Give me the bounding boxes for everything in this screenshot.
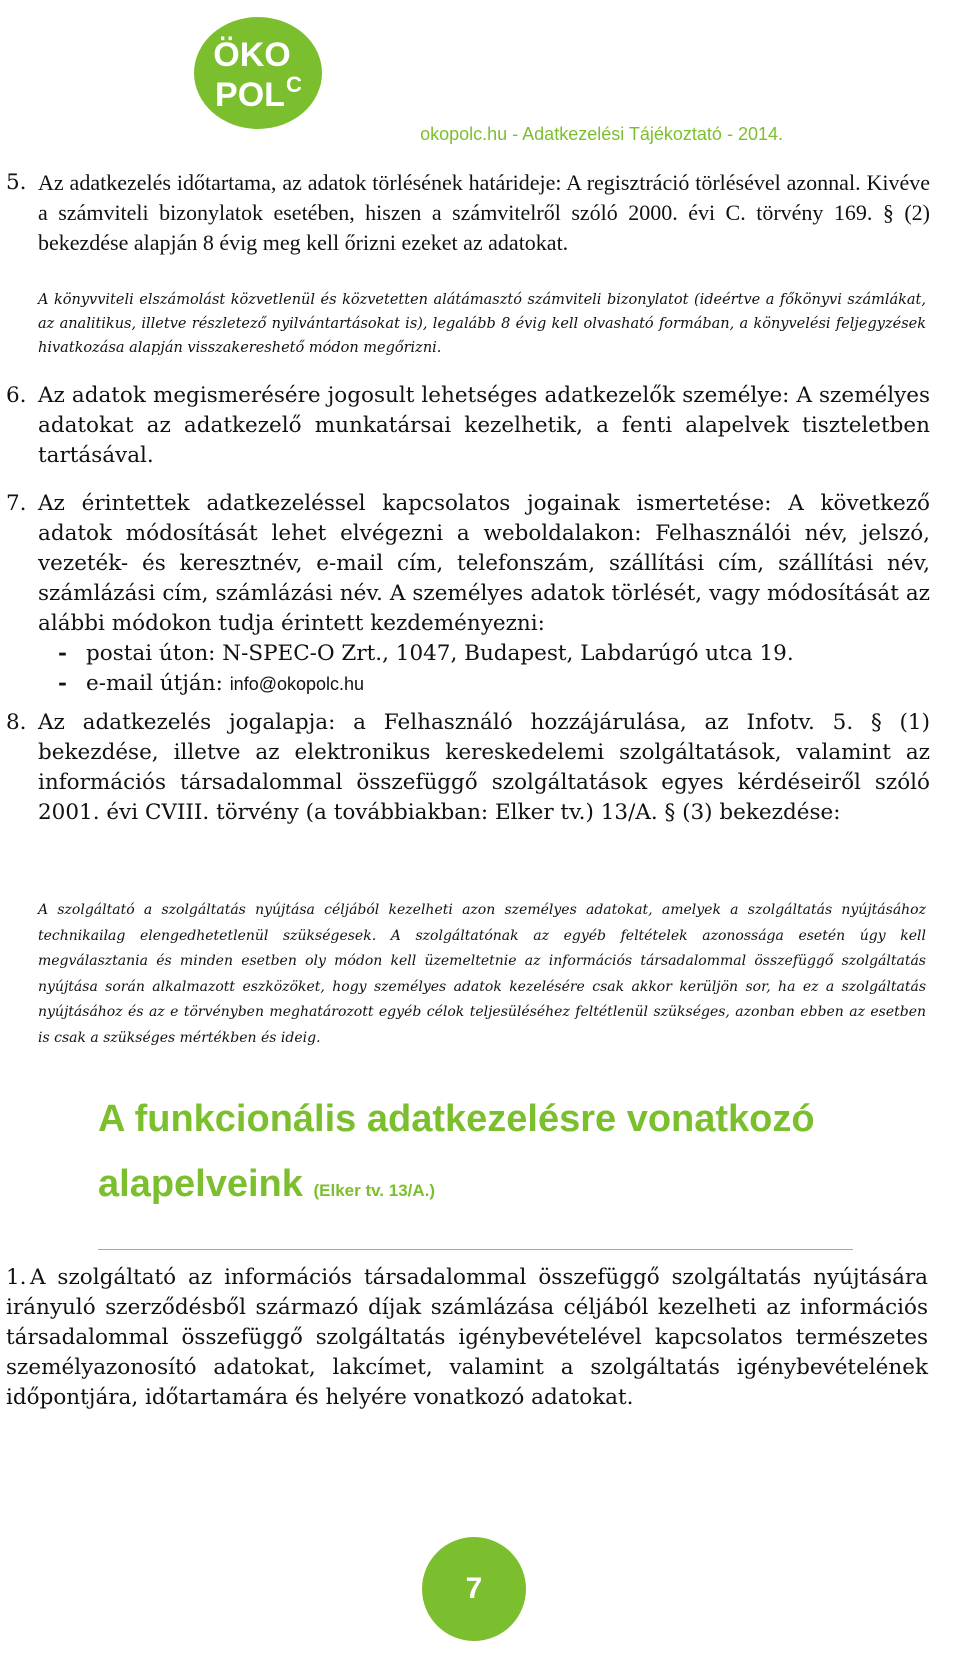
header-caption: okopolc.hu - Adatkezelési Tájékoztató - 2014. [420, 124, 783, 144]
okopolc-logo [192, 16, 330, 130]
logo-text-line2: POL [215, 76, 285, 114]
page-heading-line1: A funkcionális adatkezelésre vonatkozó [98, 1098, 815, 1140]
list-dash: - [58, 671, 67, 696]
list-item [58, 669, 930, 699]
section-number: 8. [6, 710, 27, 735]
page-heading-word: alapelveink [98, 1163, 303, 1205]
section-8 [6, 708, 930, 828]
page-heading-line2 [98, 1152, 435, 1223]
principle-1 [6, 1263, 928, 1413]
section-text: A szolgáltató az információs társadalommal összefüggő szolgáltatás nyújtására irányuló szerződésből származó díjak számlázása céljából kezelheti az információs társadalommal összefüggő szolgáltatás igénybevételével kapcsolatos természetes személyazonosító adatokat, lakcímet, valamint a szolgáltatás igénybevételének időpontjára, időtartamára és helyére vonatkozó adatokat. [6, 1265, 928, 1410]
section-text: Az adatkezelés időtartama, az adatok törlésének határideje: A regisztráció törlésével azonnal. Kivéve a számviteli bizonylatok esetében, hiszen a számvitelről szóló 2000. évi C. törvény 169. § (2) bekezdése alapján 8 évig meg kell őrizni ezeket az adatokat. [38, 170, 930, 255]
section-7 [6, 489, 930, 699]
list-dash: - [58, 641, 67, 666]
section-number: 1. [6, 1265, 27, 1290]
section-5 [6, 168, 930, 258]
email-label: e-mail útján: [86, 671, 230, 696]
postal-address: postai úton: N-SPEC-O Zrt., 1047, Budapest, Labdarúgó utca 19. [86, 641, 794, 666]
section-text: Az adatkezelés jogalapja: a Felhasználó hozzájárulása, az Infotv. 5. § (1) bekezdése, illetve az elektronikus kereskedelemi szolgáltatások, valamint az információs társadalommal összefüggő szolgáltatások egyes kérdéseiről szóló 2001. évi CVIII. törvény (a továbbiakban: Elker tv.) 13/A. § (3) bekezdése: [38, 710, 930, 825]
legal-note-accounting: A könyvviteli elszámolást közvetlenül és közvetetten alátámasztó számviteli bizonylatot (ideértve a főkönyvi számlákat, az analitikus, illetve részletező nyilvántartásokat is), legalább 8 évig kell olvasható formában, a könyvelési feljegyzések hivatkozása alapján visszakereshető módon megőrizni. [38, 292, 926, 356]
page-heading-reference: (Elker tv. 13/A.) [313, 1181, 436, 1200]
section-text: Az adatok megismerésére jogosult lehetséges adatkezelők személye: A személyes adatokat az adatkezelő munkatársai kezelhetik, a fenti alapelvek tiszteletben tartásával. [38, 383, 930, 468]
section-text: Az érintettek adatkezeléssel kapcsolatos jogainak ismertetése: A következő adatok módosítását lehet elvégezni a weboldalakon: Felhasználói név, jelszó, vezeték- és keresztnév, e-mail cím, telefonszám, szállítási cím, szállítási név, számlázási cím, számlázási név. A személyes adatok törlését, vagy módosítását az alábbi módokon tudja érintett kezdeményezni: [38, 491, 930, 636]
section-number: 5. [6, 170, 27, 195]
page-number-badge [422, 1537, 526, 1641]
legal-note-service: A szolgáltató a szolgáltatás nyújtása céljából kezelheti azon személyes adatokat, amelyek a szolgáltatás nyújtásához technikailag elengedhetetlenül szükségesek. A szolgáltatónak az egyéb feltételek azonossága esetén úgy kell megválasztania és minden esetben oly módon kell üzemeltetnie az információs társadalommal összefüggő szolgáltatás nyújtása során alkalmazott eszközöket, hogy személyes adatok kezelésére csak akkor kerüljön sor, ha ez a szolgáltatás nyújtásához és az e törvényben meghatározott egyéb célok teljesüléséhez feltétlenül szükséges, azonban ebben az esetben is csak a szükséges mértékben és ideig. [38, 902, 926, 1046]
page-number: 7 [465, 1572, 483, 1605]
section-number: 7. [6, 491, 27, 516]
section-6 [6, 381, 930, 471]
list-item [58, 639, 930, 669]
heading-divider [98, 1249, 853, 1250]
logo-text-c: C [286, 72, 302, 97]
logo-text-line1: ÖKO [213, 36, 291, 74]
email-link[interactable]: info@okopolc.hu [229, 674, 365, 694]
section-number: 6. [6, 383, 27, 408]
